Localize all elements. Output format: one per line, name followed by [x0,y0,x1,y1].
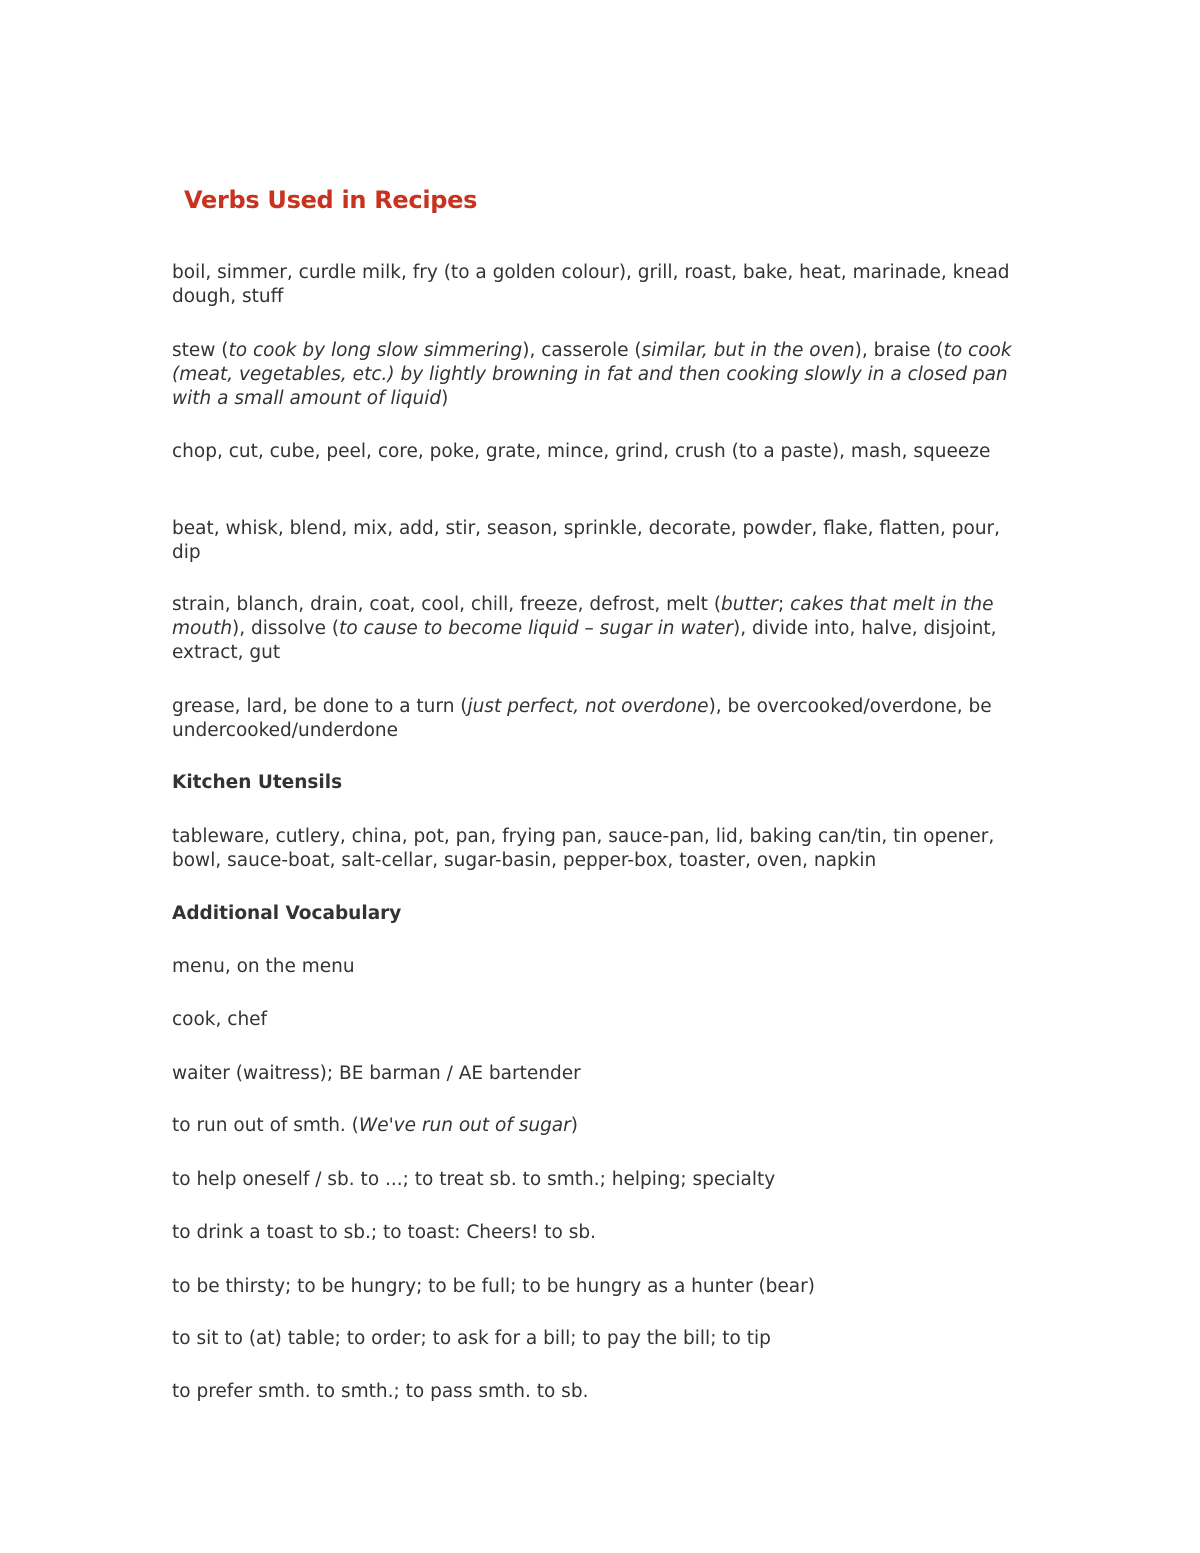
italic-segment: to cook (meat, vegetables, etc.) by lightly browning in fat and then cooking slowly in a closed pan with a small amount of liquid [172,340,1012,409]
italic-segment: butter [721,594,779,615]
text-segment: ), casserole ( [522,340,642,361]
italic-segment: to cause to become liquid – sugar in water [339,618,734,639]
vocab-line-waiter: waiter (waitress); BE barman / AE bartender [172,1063,581,1084]
italic-segment: just perfect, not overdone [467,696,709,717]
additional-vocabulary-heading: Additional Vocabulary [172,903,402,924]
utensils-paragraph: tableware, cutlery, china, pot, pan, frying pan, sauce-pan, lid, baking can/tin, tin opener, bowl, sauce-boat, salt-cellar, sugar-basin, pepper-box, toaster, oven, napkin [172,826,995,871]
text-segment: grease, lard, be done to a turn ( [172,696,468,717]
italic-segment: to cook by long slow simmering [228,340,523,361]
text-segment: strain, blanch, drain, coat, cool, chill, freeze, defrost, melt ( [172,594,722,615]
text-segment: ) [441,388,449,409]
italic-segment: similar, but in the oven [641,340,855,361]
vocab-line-help-oneself: to help oneself / sb. to ...; to treat sb. to smth.; helping; specialty [172,1169,776,1190]
verbs-paragraph-doneness [172,695,1032,743]
text-segment: ), dissolve ( [232,618,340,639]
page-title: Verbs Used in Recipes [184,186,478,214]
vocab-line-prefer: to prefer smth. to smth.; to pass smth. to sb. [172,1381,589,1402]
verbs-paragraph-stew [172,339,1032,411]
utensils-heading: Kitchen Utensils [172,772,343,793]
vocab-line-hungry: to be thirsty; to be hungry; to be full; to be hungry as a hunter (bear) [172,1276,815,1297]
vocab-line-menu: menu, on the menu [172,956,355,977]
vocab-line-cook: cook, chef [172,1009,268,1030]
verbs-paragraph-straining [172,593,1032,665]
text-segment: stew ( [172,340,229,361]
vocab-line-toast: to drink a toast to sb.; to toast: Cheers! to sb. [172,1222,597,1243]
text-segment: ) [570,1115,578,1136]
text-segment: ), braise ( [854,340,944,361]
italic-segment: We've run out of sugar [358,1115,571,1136]
verbs-paragraph-mixing: beat, whisk, blend, mix, add, stir, season, sprinkle, decorate, powder, flake, flatten, pour, dip [172,518,1001,563]
verbs-paragraph-cooking: boil, simmer, curdle milk, fry (to a golden colour), grill, roast, bake, heat, marinade, knead dough, stuff [172,262,1010,307]
vocab-line-run-out [172,1114,1032,1138]
text-segment: ), be overcooked/overdone, be undercooked/underdone [172,696,992,741]
vocab-line-table: to sit to (at) table; to order; to ask for a bill; to pay the bill; to tip [172,1328,771,1349]
text-segment: ; [778,594,791,615]
verbs-paragraph-cutting: chop, cut, cube, peel, core, poke, grate, mince, grind, crush (to a paste), mash, squeeze [172,441,991,462]
italic-segment: cakes that melt in the mouth [172,594,994,639]
text-segment: to run out of smth. ( [172,1115,359,1136]
text-segment: ), divide into, halve, disjoint, extract, gut [172,618,997,663]
